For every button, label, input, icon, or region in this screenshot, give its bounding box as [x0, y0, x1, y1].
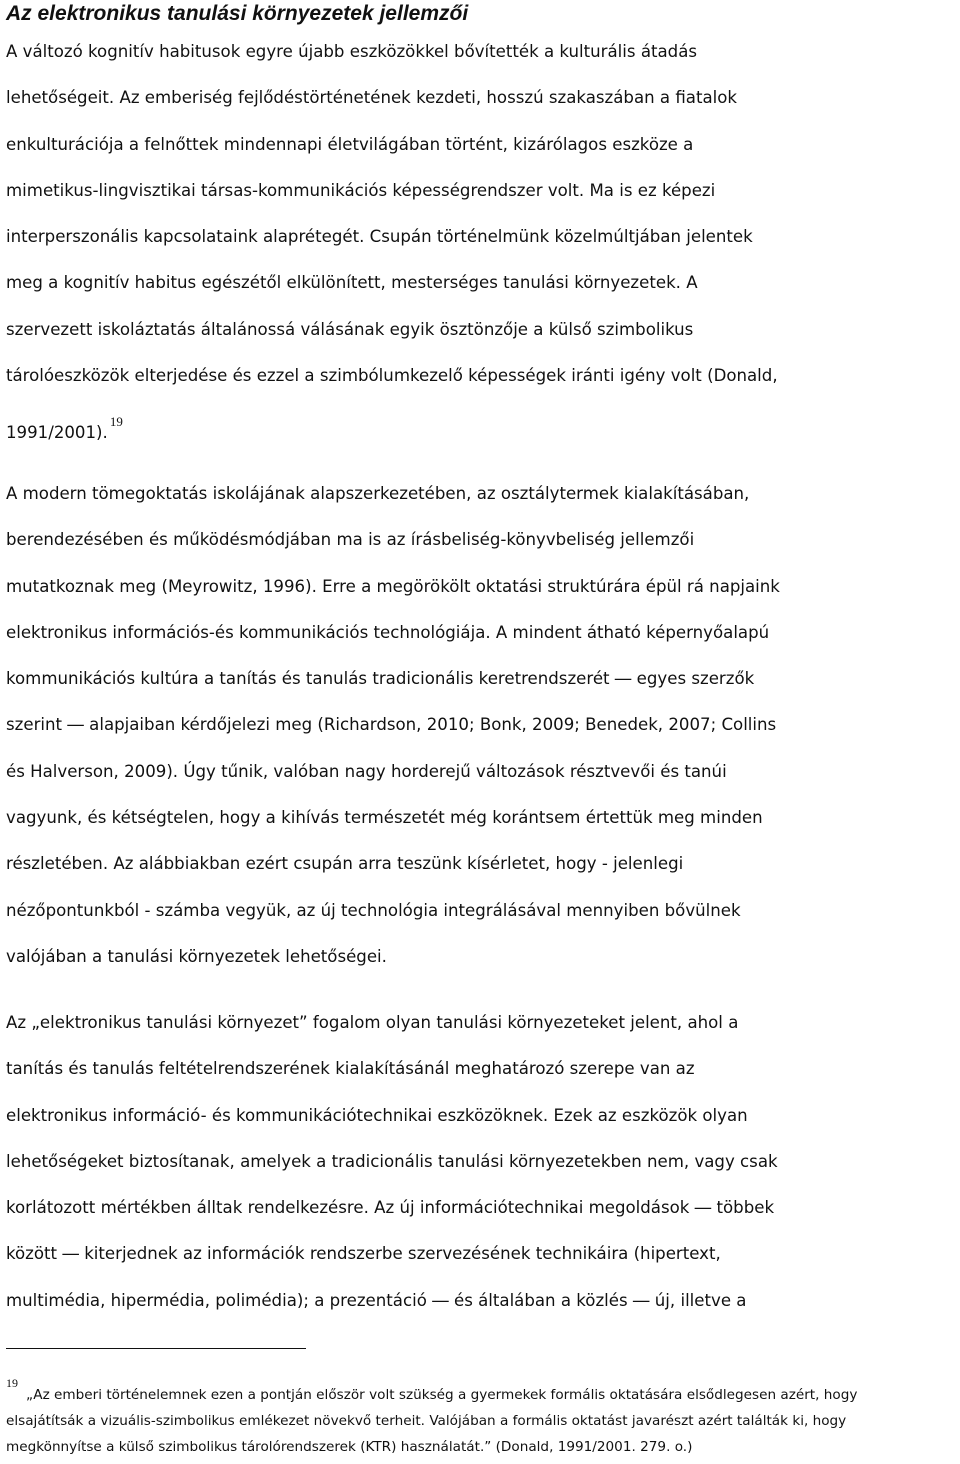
paragraph-1-text: A változó kognitív habitusok egyre újabb eszközökkel bővítették a kulturális átadás lehetőségeit. Az emberiség fejlődéstörténetének kezdeti, hosszú szakaszában a fiatalok enkulturációja a felnőttek mindennapi életvilágában történt, kizárólagos eszköze a mimetikus-lingvisztikai társas-kommunikációs képességrendszer volt. Ma is ez képezi interperszonális kapcsolataink alaprétegét. Csupán történelmünk közelmúltjában jelentek meg a kognitív habitus egészétől elkülönített, mesterséges tanulási környezetek. A szervezett iskoláztatás általánossá válásának egyik ösztönzője a külső szimbolikus tárolóeszközök elterjedése és ezzel a szimbólumkezelő képességek iránti igény volt (Donald, 1991/2001).	[6, 42, 778, 443]
footnote-text: „Az emberi történelemnek ezen a pontján először volt szükség a gyermekek formális oktatására elsődlegesen azért, hogy elsajátítsák a vizuális-szimbolikus emlékezet növekvő terheit. Valójában a formális oktatást javarészt azért találták ki, hogy megkönnyítse a külső szimbolikus tárolórendszerek (KTR) használatát.” (Donald, 1991/2001. 279. o.)	[6, 1387, 858, 1455]
footnote-number: 19	[6, 1376, 18, 1390]
paragraph-2: A modern tömegoktatás iskolájának alapszerkezetében, az osztálytermek kialakításában, berendezésében és működésmódjában ma is az írásbeliség-könyvbeliség jellemzői mutatkoznak meg (Meyrowitz, 1996). Erre a megörökölt oktatási struktúrára épül rá napjaink elektronikus információs-és kommunikációs technológiája. A mindent átható képernyőalapú kommunikációs kultúra a tanítás és tanulás tradicionális keretrendszerét ― egyes szerzők szerint ― alapjaiban kérdőjelezi meg (Richardson, 2010; Bonk, 2009; Benedek, 2007; Collins és Halverson, 2009). Úgy tűnik, valóban nagy horderejű változások résztvevői és tanúi vagyunk, és kétségtelen, hogy a kihívás természetét még korántsem értettük meg minden részletében. Az alábbiakban ezért csupán arra teszünk kísérletet, hogy - jelenlegi nézőpontunkból - számba vegyük, az új technológia integrálásával mennyiben bővülnek valójában a tanulási környezetek lehetőségei.	[6, 484, 780, 966]
footnote-separator	[6, 1348, 306, 1349]
section-title: Az elektronikus tanulási környezetek jellemzői	[6, 2, 469, 25]
paragraph-1	[6, 29, 956, 457]
footnote	[6, 1376, 956, 1460]
footnote-reference[interactable]: 19	[109, 414, 123, 430]
paragraph-3: Az „elektronikus tanulási környezet” fogalom olyan tanulási környezeteket jelent, ahol a tanítás és tanulás feltételrendszerének kialakításánál meghatározó szerepe van az elektronikus információ- és kommunikációtechnikai eszközöknek. Ezek az eszközök olyan lehetőségeket biztosítanak, amelyek a tradicionális tanulási környezetekben nem, vagy csak korlátozott mértékben álltak rendelkezésre. Az új információtechnikai megoldások ― többek között ― kiterjednek az információk rendszerbe szervezésének technikáira (hipertext, multimédia, hipermédia, polimédia); a prezentáció ― és általában a közlés ― új, illetve a	[6, 1013, 778, 1310]
